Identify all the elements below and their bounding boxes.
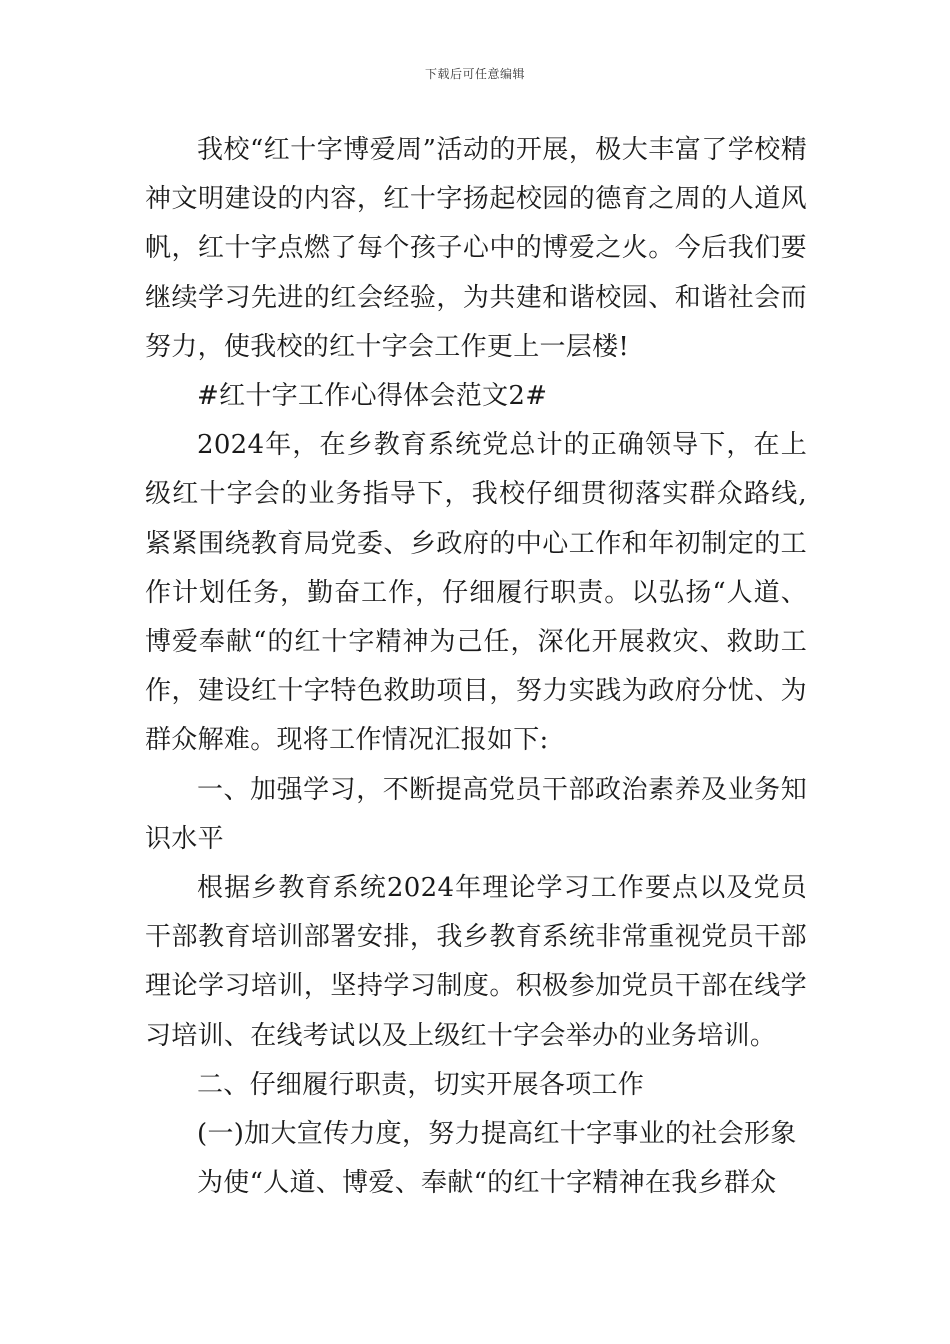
document-body [145,126,807,1208]
subheading-publicity: (一)加大宣传力度，努力提高红十字事业的社会形象 [197,1119,797,1150]
heading-part-1: 一、加强学习，不断提高党员干部政治素养及业务知识水平 [145,774,807,854]
section-heading-sample-2: #红十字工作心得体会范文2# [197,381,548,412]
paragraph-intro: 2024年，在乡教育系统党总计的正确领导下，在上级红十字会的业务指导下，我校仔细贯彻落实群众路线,紧紧围绕教育局党委、乡政府的中心工作和年初制定的工作计划任务，勤奋工作，仔细履行职责。以弘扬“人道、博爱奉献“的红十字精神为己任，深化开展救灾、救助工作，建设红十字特色救助项目，努力实践为政府分忧、为群众解难。现将工作情况汇报如下: [145,430,807,756]
paragraph-conclusion: 我校“红十字博爱周”活动的开展，极大丰富了学校精神文明建设的内容，红十字扬起校园的德育之周的人道风帆，红十字点燃了每个孩子心中的博爱之火。今后我们要继续学习先进的红会经验，为共建和谐校园、和谐社会而努力，使我校的红十字会工作更上一层楼! [145,135,807,362]
paragraph-study: 根据乡教育系统2024年理论学习工作要点以及党员干部教育培训部署安排，我乡教育系统非常重视党员干部理论学习培训，坚持学习制度。积极参加党员干部在线学习培训、在线考试以及上级红十字会举办的业务培训。 [145,873,807,1051]
heading-part-2: 二、仔细履行职责，切实开展各项工作 [197,1069,645,1100]
page-header-note: 下载后可任意编辑 [424,67,525,81]
paragraph-publicity: 为使“人道、博爱、奉献“的红十字精神在我乡群众 [197,1168,777,1199]
